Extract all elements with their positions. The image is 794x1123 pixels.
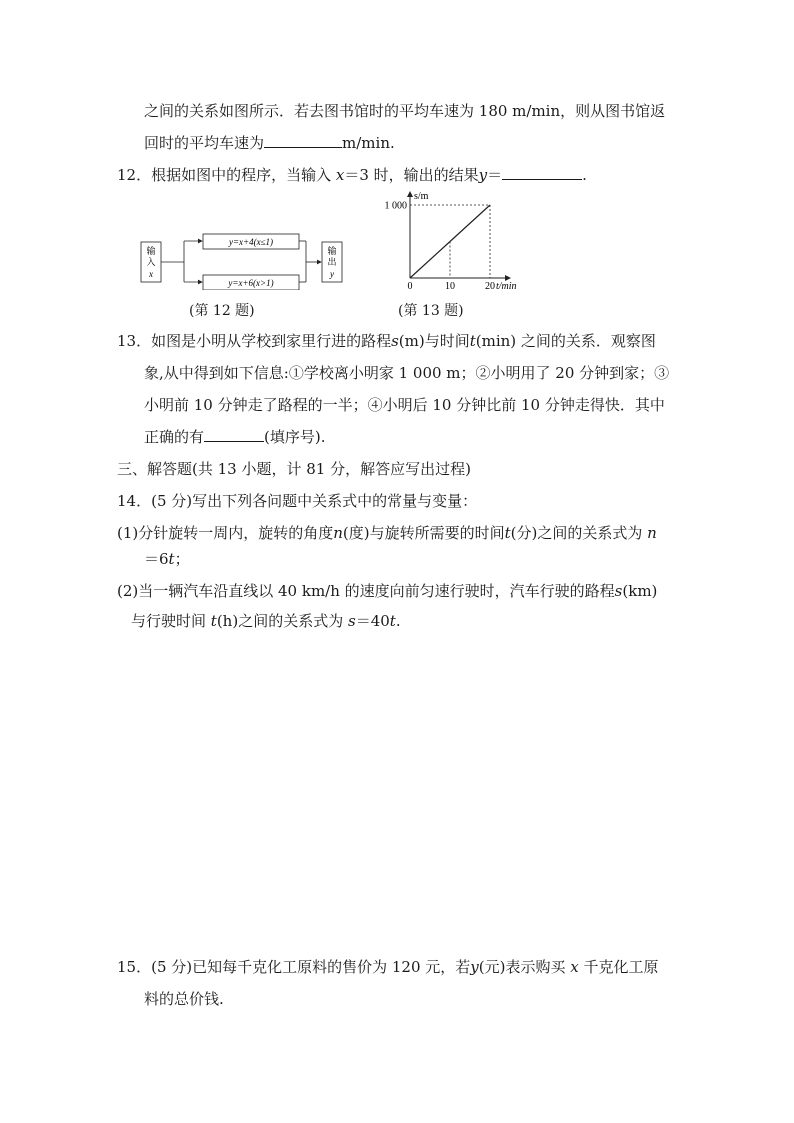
q14-part2-line1: (2)当一辆汽车沿直线以 40 km/h 的速度向前匀速行驶时，汽车行驶的路程s(km) xyxy=(117,582,658,600)
q15-line2: 料的总价钱. xyxy=(144,990,224,1008)
q13-line1: 13．如图是小明从学校到家里行进的路程s(m)与时间t(min) 之间的关系．观察图 xyxy=(117,332,656,350)
q13-line3: 小明前 10 分钟走了路程的一半；④小明后 10 分钟比前 10 分钟走得快．其中 xyxy=(144,396,665,414)
q13-xtick-label: 10 xyxy=(445,281,455,292)
q13-chart xyxy=(372,188,532,294)
q14-stem: 14．(5 分)写出下列各问题中关系式中的常量与变量： xyxy=(117,492,478,510)
q13-line4: 正确的有 (填序号). xyxy=(144,428,326,446)
q15-line1: 15．(5 分)已知每千克化工原料的售价为 120 元，若y(元)表示购买 x 千克化工原 xyxy=(117,958,659,976)
q13-ytick-label: 1 000 xyxy=(384,200,407,212)
q13-answer-blank[interactable] xyxy=(204,427,264,442)
q13-x-label: t/min xyxy=(496,281,517,292)
q11-text: 之间的关系如图所示．若去图书馆时的平均车速为 180 m/min，则从图书馆返 xyxy=(144,102,666,120)
q13-line2: 象,从中得到如下信息:①学校离小明家 1 000 m；②小明用了 20 分钟到家；③ xyxy=(144,364,670,382)
q11-text-pre: 回时的平均车速为 xyxy=(144,134,265,152)
flow-input-char1: 输 xyxy=(146,246,156,256)
q11-line1 xyxy=(144,101,665,121)
flow-output-char3: y xyxy=(330,269,334,279)
q12-stem: 12．根据如图中的程序，当输入 x＝3 时，输出的结果y＝ . xyxy=(117,166,587,184)
flow-output-char1: 输 xyxy=(327,246,337,256)
flow-output-char2: 出 xyxy=(327,257,337,267)
q13-caption: (第 13 题) xyxy=(398,303,464,319)
flow-bottom-text: y=x+6(x>1) xyxy=(228,278,274,288)
q14-part2-line2: 与行驶时间 t(h)之间的关系式为 s＝40t. xyxy=(131,612,401,630)
q14-part1-line1: (1)分针旋转一周内，旋转的角度n(度)与旋转所需要的时间t(分)之间的关系式为 n xyxy=(117,524,657,542)
flow-input-char3: x xyxy=(149,269,153,279)
q11-text-post: m/min. xyxy=(342,134,395,152)
q11-answer-blank[interactable] xyxy=(264,133,342,148)
section3-title: 三、解答题(共 13 小题，计 81 分，解答应写出过程) xyxy=(117,460,471,478)
q13-y-label: s/m xyxy=(414,191,429,202)
flow-top-text: y=x+4(x≤1) xyxy=(228,237,274,247)
q14-part1-line2: ＝6t； xyxy=(144,550,190,568)
flow-input-char2: 入 xyxy=(146,257,156,267)
q13-xtick-label: 20 xyxy=(485,281,495,292)
q12-caption: (第 12 题) xyxy=(189,303,255,319)
q12-answer-blank[interactable] xyxy=(502,165,582,180)
q13-xtick-label: 0 xyxy=(407,281,413,292)
q12-flowchart xyxy=(138,228,350,290)
q11-line2 xyxy=(144,133,395,153)
